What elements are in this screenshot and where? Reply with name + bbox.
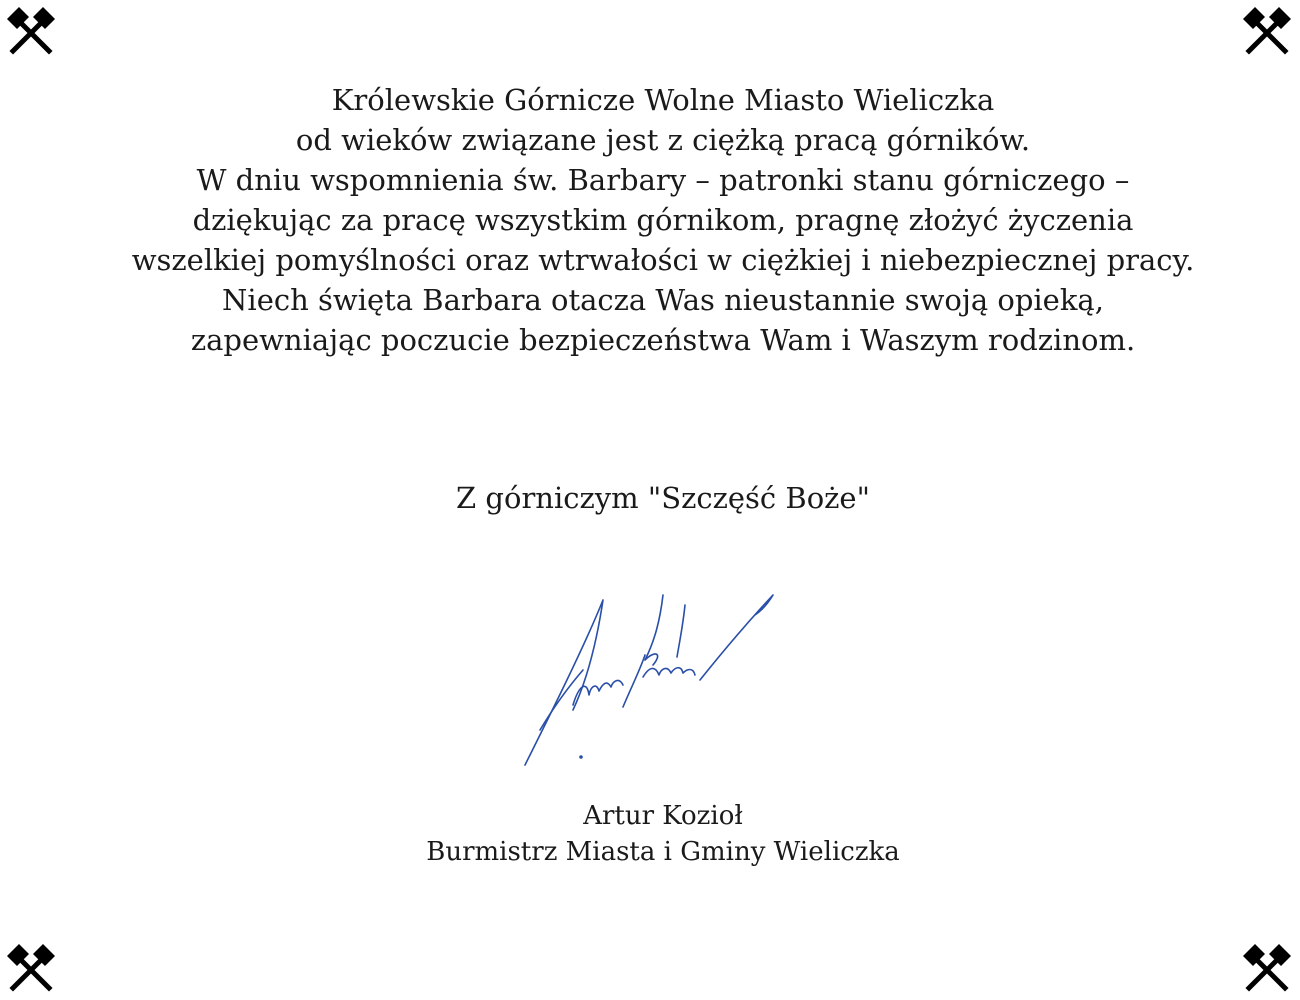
letter-line: dziękując za pracę wszystkim górnikom, pragnę złożyć życzenia	[192, 203, 1134, 237]
greeting: Z górniczym "Szczęść Boże"	[456, 481, 870, 515]
letter-line: Królewskie Górnicze Wolne Miasto Wieliczka	[331, 83, 995, 117]
letter-line: od wieków związane jest z ciężką pracą górników.	[295, 123, 1031, 157]
signer-title: Burmistrz Miasta i Gminy Wieliczka	[426, 837, 900, 867]
letter-line: W dniu wspomnienia św. Barbary – patronki stanu górniczego –	[196, 163, 1130, 197]
signer-name: Artur Kozioł	[583, 801, 743, 831]
hammer-and-pick-icon	[5, 942, 57, 994]
handwritten-signature	[495, 585, 785, 785]
letter-line: zapewniając poczucie bezpieczeństwa Wam i Waszym rodzinom.	[190, 323, 1136, 357]
hammer-and-pick-icon	[1241, 5, 1293, 57]
letter-line: Niech święta Barbara otacza Was nieustannie swoją opieką,	[222, 283, 1104, 317]
letter-body	[60, 80, 1266, 360]
hammer-and-pick-icon	[1241, 942, 1293, 994]
hammer-and-pick-icon	[5, 5, 57, 57]
signer-block	[60, 798, 1266, 870]
letter-line: wszelkiej pomyślności oraz wtrwałości w ciężkiej i niebezpiecznej pracy.	[131, 243, 1195, 277]
